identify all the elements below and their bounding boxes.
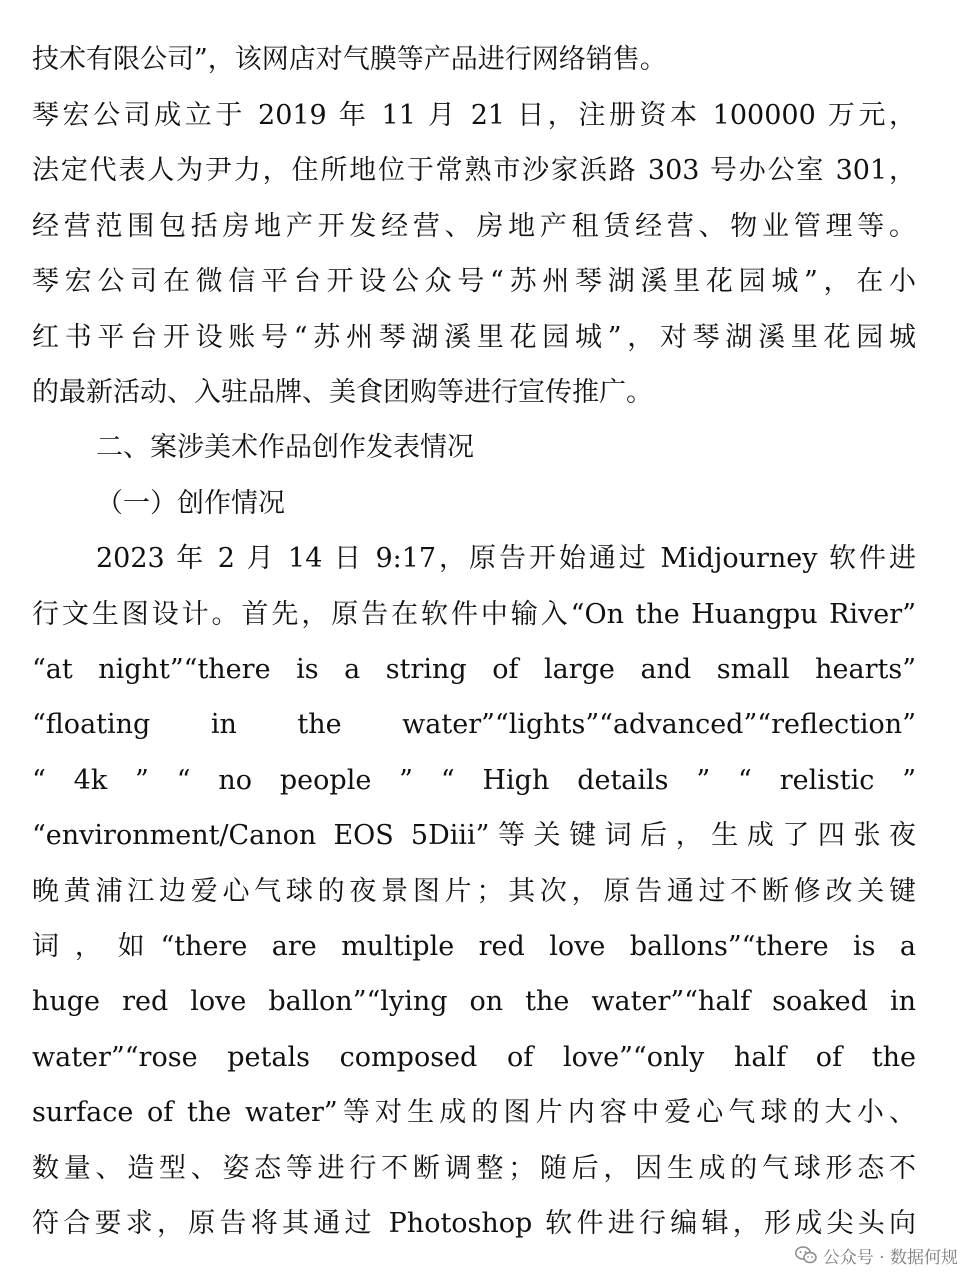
text-line: 经营范围包括房地产开发经营、房地产租赁经营、物业管理等。 (32, 211, 916, 242)
text-line: 2023 年 2 月 14 日 9:17，原告开始通过 Midjourney 软件进 (96, 543, 916, 574)
text-line: 琴宏公司成立于 2019 年 11 月 21 日，注册资本 100000 万元， (32, 100, 916, 131)
text-line: 行文生图设计。首先，原告在软件中输入“On the Huangpu River” (32, 599, 916, 630)
wechat-icon (795, 1246, 817, 1264)
text-line: “at night”“there is a string of large and small hearts” (32, 654, 916, 685)
text-line: water”“rose petals composed of love”“only half of the (32, 1042, 916, 1073)
text-line: 数量、造型、姿态等进行不断调整；随后，因生成的气球形态不 (32, 1153, 916, 1184)
watermark-text: 公众号 · 数据何规 (822, 1247, 958, 1268)
text-line: “floating in the water”“lights”“advanced”“reflection” (32, 709, 916, 740)
text-line: 法定代表人为尹力，住所地位于常熟市沙家浜路 303 号办公室 301， (32, 155, 916, 186)
text-line: surface of the water”等对生成的图片内容中爱心气球的大小、 (32, 1097, 916, 1128)
text-line: 红书平台开设账号“苏州琴湖溪里花园城”，对琴湖溪里花园城 (32, 322, 916, 353)
text-line: 符合要求，原告将其通过 Photoshop 软件进行编辑，形成尖头向 (32, 1208, 916, 1239)
text-line: “ 4k ” “ no people ” “ High details ” “ relistic ” (32, 765, 916, 796)
text-line: 的最新活动、入驻品牌、美食团购等进行宣传推广。 (32, 377, 653, 408)
text-line: “environment/Canon EOS 5Diii”等关键词后，生成了四张夜 (32, 820, 916, 851)
watermark (795, 1240, 958, 1270)
text-line: 琴宏公司在微信平台开设公众号“苏州琴湖溪里花园城”，在小 (32, 266, 916, 297)
text-line: huge red love ballon”“lying on the water”“half soaked in (32, 986, 916, 1017)
text-line: 晚黄浦江边爱心气球的夜景图片；其次，原告通过不断修改关键 (32, 876, 916, 907)
subsection-heading: （一）创作情况 (96, 488, 285, 519)
section-heading: 二、案涉美术作品创作发表情况 (96, 432, 474, 463)
text-line: 词，如“there are multiple red love ballons”“there is a (32, 931, 916, 962)
text-line: 技术有限公司”，该网店对气膜等产品进行网络销售。 (32, 44, 667, 75)
